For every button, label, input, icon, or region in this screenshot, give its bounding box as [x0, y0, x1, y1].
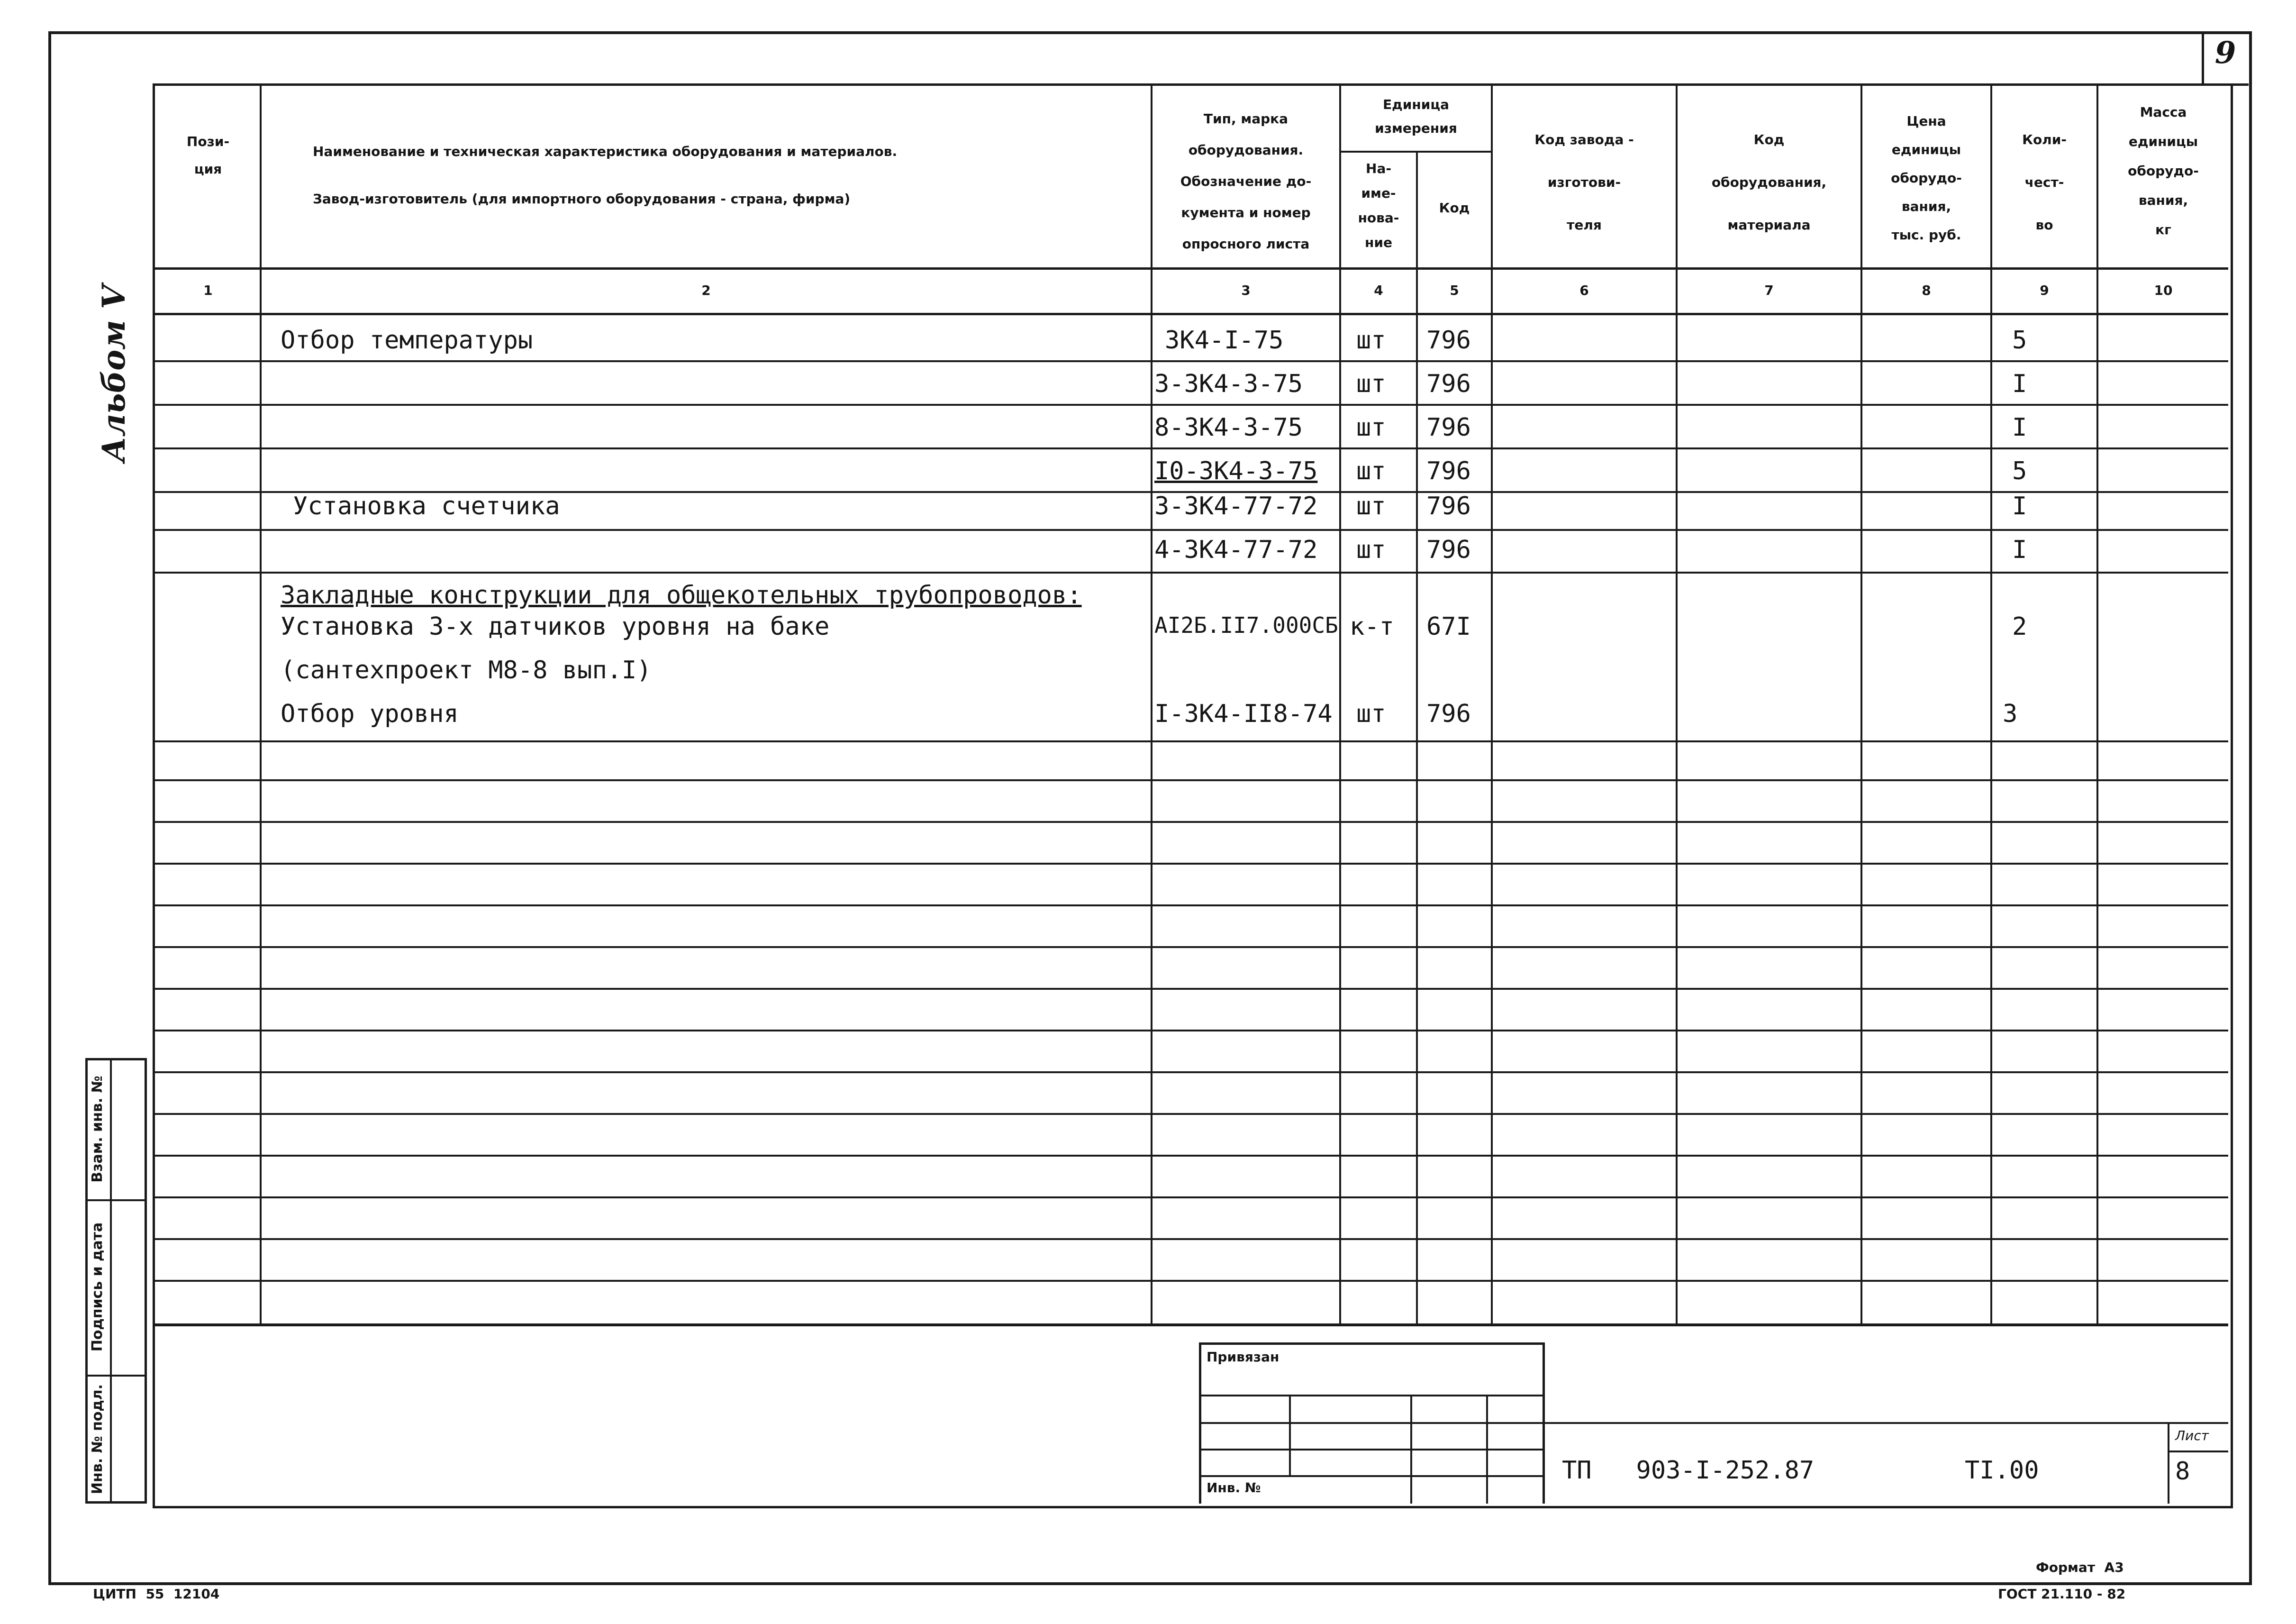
bound-label: Привязан	[1207, 1349, 1280, 1365]
row-line	[154, 1071, 2228, 1073]
table-body-bottom	[154, 1323, 2228, 1326]
row-line	[154, 1030, 2228, 1031]
row-line	[154, 572, 2228, 574]
row-line	[154, 1113, 2228, 1115]
binding-col	[1289, 1395, 1291, 1475]
item-code: 796	[1426, 370, 1471, 398]
header-type: Тип, марка оборудования. Обозначение до- кумента и номер опросного листа	[1180, 111, 1312, 252]
item-code: 796	[1426, 536, 1471, 564]
sheet-number: 8	[2175, 1457, 2190, 1486]
item-unit: шт	[1356, 370, 1386, 398]
header-position: Пози- ция	[186, 134, 230, 177]
left-stamp-divider	[110, 1058, 112, 1504]
header-equipment-code: Код оборудования, материала	[1711, 132, 1827, 233]
column-number: 5	[1450, 283, 1459, 298]
item-type: AI2Б.II7.000СБ	[1154, 612, 1338, 638]
column-number: 1	[203, 283, 213, 298]
row-line	[154, 1155, 2228, 1157]
row-line	[154, 863, 2228, 865]
item-name: Отбор уровня	[281, 700, 459, 728]
title-block-top	[1545, 1422, 2228, 1424]
top-sheet-number: 9	[2214, 35, 2236, 71]
item-name: Установка 3-х датчиков уровня на баке	[281, 612, 830, 641]
col-line-6	[1676, 85, 1678, 1325]
item-unit: шт	[1356, 457, 1386, 485]
item-code: 796	[1426, 457, 1471, 485]
col-line-3	[1339, 85, 1341, 1325]
item-qty: 5	[2012, 457, 2027, 485]
col-line-9	[2096, 85, 2098, 1325]
row-line	[154, 1280, 2228, 1282]
binding-line	[1199, 1475, 1545, 1477]
item-name: (сантехпроект М8-8 вып.I)	[281, 656, 652, 684]
signature-date-label: Подпись и дата	[89, 1222, 106, 1352]
item-name: Установка счетчика	[293, 492, 560, 520]
row-line	[154, 404, 2228, 406]
item-name: Закладные конструкции для общекотельных трубопроводов:	[281, 581, 1082, 610]
col-line-4	[1416, 151, 1418, 1325]
header-unit-code: Код	[1439, 200, 1470, 216]
sheet-box-line	[2168, 1451, 2228, 1452]
column-number: 2	[701, 283, 711, 298]
sheet-code: ТI.00	[1965, 1456, 2039, 1485]
format-label: Формат А3	[2036, 1560, 2124, 1575]
item-qty: 3	[2003, 700, 2018, 728]
row-line	[154, 1238, 2228, 1240]
item-code: 796	[1426, 326, 1471, 355]
header-manufacturer-code: Код завода - изготови- теля	[1534, 132, 1634, 233]
row-line	[154, 447, 2228, 449]
binding-line	[1199, 1449, 1545, 1451]
item-qty: 2	[2012, 612, 2027, 641]
binding-line	[1199, 1422, 1545, 1424]
inventory-label: Инв. №	[1207, 1480, 1261, 1496]
row-line	[154, 1196, 2228, 1198]
item-code: 67I	[1426, 612, 1471, 641]
album-label: Альбом V	[95, 284, 132, 462]
item-type: 8-ЗК4-3-75	[1154, 413, 1303, 442]
item-type: 4-ЗК4-77-72	[1154, 536, 1318, 564]
document-code: ТП 903-I-252.87	[1562, 1456, 1815, 1485]
col-line-7	[1860, 85, 1862, 1325]
item-code: 796	[1426, 700, 1471, 728]
item-unit: шт	[1356, 326, 1386, 355]
footer-code: ЦИТП 55 12104	[93, 1586, 220, 1602]
left-stamp-line	[85, 1375, 147, 1377]
item-type: I-ЗК4-II8-74	[1154, 700, 1333, 728]
header-mass: Масса единицы оборудо- вания, кг	[2128, 104, 2199, 237]
header-price: Цена единицы оборудо- вания, тыс. руб.	[1891, 113, 1962, 243]
row-line	[154, 779, 2228, 781]
item-type: 3-ЗК4-3-75	[1154, 370, 1303, 398]
item-code: 796	[1426, 492, 1471, 520]
header-unit-group: Единица измерения	[1375, 97, 1457, 136]
row-line	[154, 360, 2228, 362]
column-number: 10	[2154, 283, 2173, 298]
binding-col	[1410, 1395, 1412, 1504]
column-number: 9	[2040, 283, 2049, 298]
replace-inventory-label: Взам. инв. №	[89, 1076, 106, 1183]
header-unit-name: На- име- нова- ние	[1358, 161, 1399, 250]
binding-col	[1486, 1395, 1488, 1504]
row-line	[154, 904, 2228, 906]
column-number: 6	[1579, 283, 1589, 298]
item-name: Отбор температуры	[281, 326, 533, 355]
item-unit: шт	[1356, 413, 1386, 442]
item-qty: 5	[2012, 326, 2027, 355]
item-qty: I	[2012, 413, 2027, 442]
gost-label: ГОСТ 21.110 - 82	[1998, 1586, 2126, 1602]
row-line	[154, 988, 2228, 990]
column-number: 4	[1374, 283, 1383, 298]
header-bottom-line	[154, 267, 2228, 270]
item-qty: I	[2012, 492, 2027, 520]
column-number-line	[154, 313, 2228, 315]
item-type: I0-ЗК4-3-75	[1154, 457, 1318, 485]
unit-group-line	[1339, 151, 1491, 153]
row-line	[154, 740, 2228, 742]
item-type: ЗК4-I-75	[1165, 326, 1284, 355]
item-type: 3-ЗК4-77-72	[1154, 492, 1318, 520]
item-qty: I	[2012, 536, 2027, 564]
col-line-8	[1990, 85, 1992, 1325]
header-name: Наименование и техническая характеристика оборудования и материалов. Завод-изготовитель (для импортного оборудования - страна, фирма)	[313, 144, 898, 207]
col-line-1	[260, 85, 262, 1325]
row-line	[154, 946, 2228, 948]
item-unit: шт	[1356, 536, 1386, 564]
sheet-label: Лист	[2175, 1428, 2209, 1443]
binding-line	[1199, 1395, 1545, 1396]
col-line-5	[1491, 85, 1493, 1325]
column-number: 3	[1241, 283, 1251, 298]
item-unit: шт	[1356, 492, 1386, 520]
header-quantity: Коли- чест- во	[2022, 132, 2067, 233]
item-code: 796	[1426, 413, 1471, 442]
row-line	[154, 821, 2228, 823]
sheet-box-divider	[2168, 1422, 2169, 1504]
column-number: 8	[1922, 283, 1931, 298]
col-line-2	[1151, 85, 1153, 1325]
row-line	[154, 529, 2228, 531]
item-unit: шт	[1356, 700, 1386, 728]
column-number: 7	[1764, 283, 1774, 298]
item-unit: к-т	[1350, 612, 1394, 641]
item-qty: I	[2012, 370, 2027, 398]
original-inventory-label: Инв. № подл.	[89, 1384, 106, 1495]
